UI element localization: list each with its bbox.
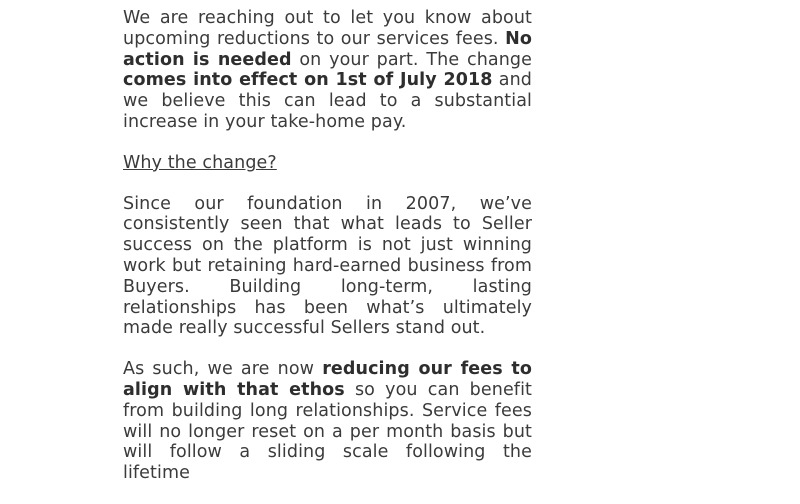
section-heading: Why the change?	[123, 152, 277, 173]
reducing-fees-emphasis: reducing our fees to align with that ethos	[123, 359, 532, 400]
effective-date-emphasis: comes into effect on 1st of July 2018	[123, 70, 493, 91]
intro-paragraph	[123, 8, 532, 133]
intro-text-3: and we believe this can lead to a substantial increase in your take-home pay.	[123, 70, 532, 132]
no-action-emphasis: No action is needed	[123, 28, 532, 70]
foundation-paragraph: Since our foundation in 2007, we’ve consistently seen that what leads to Seller success on the platform is not just winning work but retaining hard-earned business from Buyers. Building long-term, lasting relationships has been what’s ultimately made really successful Sellers stand out.	[123, 193, 532, 339]
fees-text-2: so you can benefit from building long relationships. Service fees will no longer reset on a per month basis but will follow a sliding scale following the lifetime	[123, 379, 532, 484]
intro-text-1: We are reaching out to let you know about upcoming reductions to our services fees.	[123, 8, 532, 49]
fees-text-1: As such, we are now	[123, 359, 323, 380]
intro-text-2: on your part. The change	[291, 49, 532, 70]
fees-paragraph	[123, 359, 532, 484]
document-body	[123, 8, 532, 504]
